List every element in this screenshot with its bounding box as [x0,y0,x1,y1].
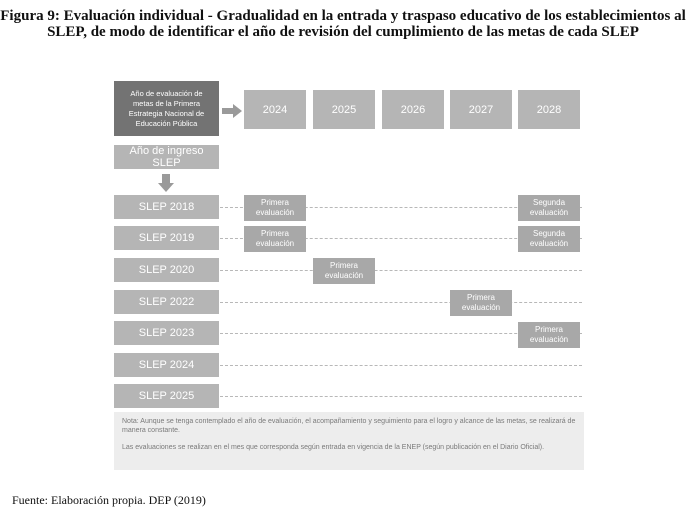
evaluation-marker: Primera evaluación [450,290,512,316]
figure-title: Figura 9: Evaluación individual - Gradualidad en la entrada y traspaso educativo de los establecimientos al SLEP, de modo de identificar el año de revisión del cumplimiento de las metas de cada SLEP [0,8,686,40]
ingreso-label: Año de ingreso SLEP [129,145,204,169]
year-2027: 2027 [450,90,512,129]
slep-row-label: SLEP 2023 [114,321,219,345]
year-2028: 2028 [518,90,580,129]
year-2025: 2025 [313,90,375,129]
slep-row-label: SLEP 2019 [114,226,219,250]
timeline-dashed-line [220,302,582,303]
timeline-dashed-line [220,365,582,366]
slep-row-label: SLEP 2025 [114,384,219,408]
slep-row-label: SLEP 2020 [114,258,219,282]
evaluation-year-header-box [114,81,219,136]
evaluation-marker: Primera evaluación [244,226,306,252]
year-2026: 2026 [382,90,444,129]
evaluation-marker: Segunda evaluación [518,195,580,221]
ingreso-label-box [114,145,219,169]
note-paragraph-1: Nota: Aunque se tenga contemplado el año de evaluación, el acompañamiento y seguimiento para el logro y alcance de las metas, se realizará de manera constante. [122,418,576,434]
evaluation-marker: Primera evaluación [244,195,306,221]
evaluation-marker: Primera evaluación [313,258,375,284]
header-box-label: Año de evaluación de metas de la Primera Estrategia Nacional de Educación Pública [128,88,205,128]
source-line: Fuente: Elaboración propia. DEP (2019) [12,493,206,507]
note-paragraph-2: Las evaluaciones se realizan en el mes que corresponda según entrada en vigencia de la ENEP (según publicación en el Diario Oficial). [122,444,545,451]
timeline-dashed-line [220,270,582,271]
slep-row-label: SLEP 2024 [114,353,219,377]
down-arrow-icon [158,174,174,192]
slep-row-label: SLEP 2022 [114,290,219,314]
evaluation-marker: Primera evaluación [518,322,580,348]
year-2024: 2024 [244,90,306,129]
timeline-dashed-line [220,396,582,397]
note-box [114,412,584,470]
evaluation-marker: Segunda evaluación [518,226,580,252]
slep-row-label: SLEP 2018 [114,195,219,219]
right-arrow-icon [222,104,242,118]
